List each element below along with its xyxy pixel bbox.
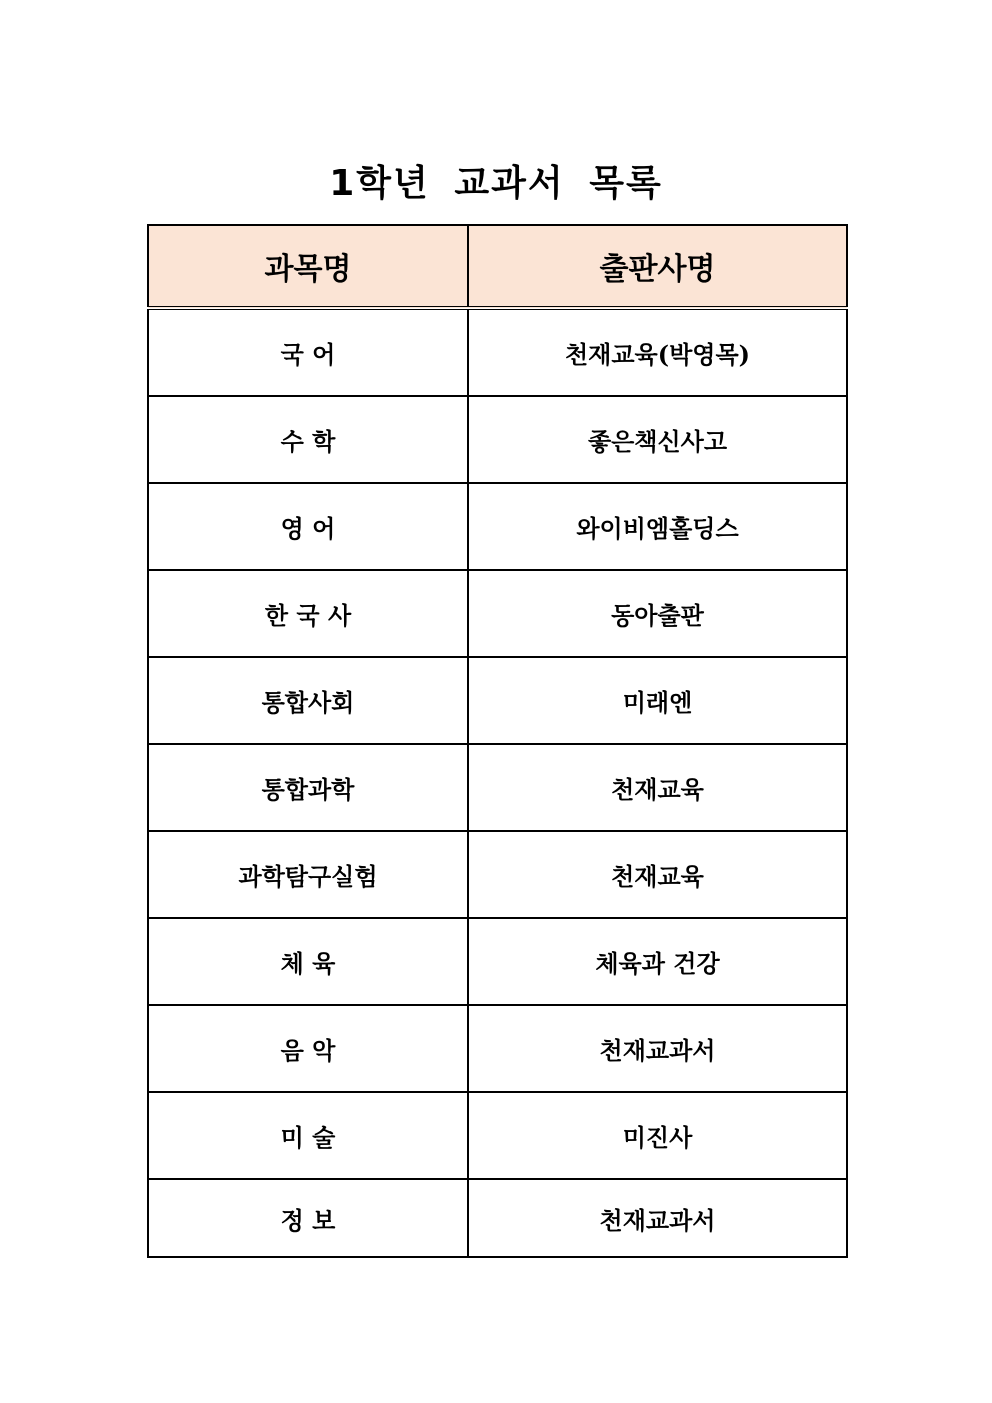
header-publisher: 출판사명 xyxy=(468,225,847,308)
table-row xyxy=(148,831,847,918)
table-row xyxy=(148,1092,847,1179)
subject-cell: 과학탐구실험 xyxy=(148,831,468,918)
table-row xyxy=(148,1005,847,1092)
subject-cell: 정 보 xyxy=(148,1179,468,1257)
table-row xyxy=(148,744,847,831)
subject-cell: 국 어 xyxy=(148,308,468,396)
table-row xyxy=(148,396,847,483)
publisher-cell: 체육과 건강 xyxy=(468,918,847,1005)
publisher-cell: 천재교육 xyxy=(468,744,847,831)
subject-cell: 체 육 xyxy=(148,918,468,1005)
publisher-cell: 천재교육(박영목) xyxy=(468,308,847,396)
table-row xyxy=(148,1179,847,1257)
publisher-cell: 천재교육 xyxy=(468,831,847,918)
publisher-cell: 좋은책신사고 xyxy=(468,396,847,483)
table-row xyxy=(148,308,847,396)
table-row xyxy=(148,570,847,657)
subject-cell: 한 국 사 xyxy=(148,570,468,657)
subject-cell: 통합사회 xyxy=(148,657,468,744)
subject-cell: 음 악 xyxy=(148,1005,468,1092)
publisher-cell: 미래엔 xyxy=(468,657,847,744)
publisher-cell: 미진사 xyxy=(468,1092,847,1179)
publisher-cell: 와이비엠홀딩스 xyxy=(468,483,847,570)
header-subject: 과목명 xyxy=(148,225,468,308)
publisher-cell: 동아출판 xyxy=(468,570,847,657)
table-row xyxy=(148,918,847,1005)
table-row xyxy=(148,483,847,570)
table-row xyxy=(148,657,847,744)
subject-cell: 통합과학 xyxy=(148,744,468,831)
subject-cell: 영 어 xyxy=(148,483,468,570)
subject-cell: 미 술 xyxy=(148,1092,468,1179)
page-title: 1학년 교과서 목록 xyxy=(329,163,663,204)
publisher-cell: 천재교과서 xyxy=(468,1005,847,1092)
subject-cell: 수 학 xyxy=(148,396,468,483)
textbook-table xyxy=(147,224,848,1258)
publisher-cell: 천재교과서 xyxy=(468,1179,847,1257)
table-header-row xyxy=(148,225,847,308)
